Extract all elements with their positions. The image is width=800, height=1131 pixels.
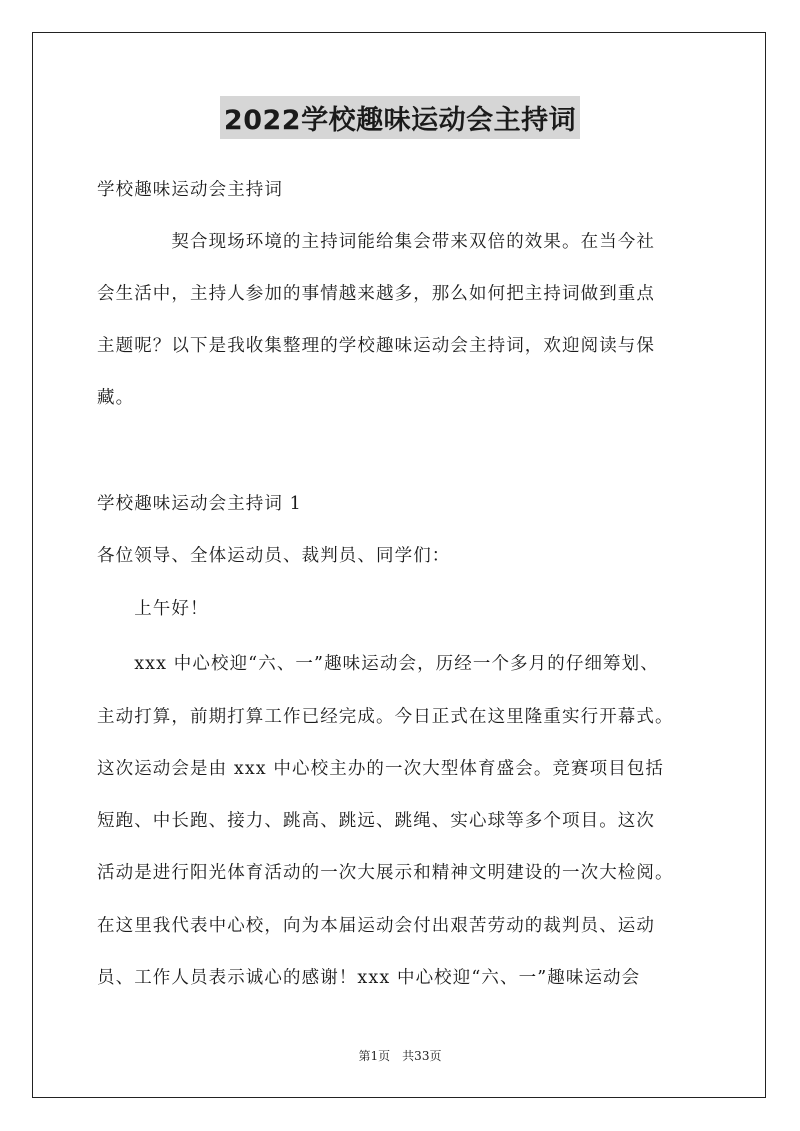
section-heading: 学校趣味运动会主持词 1 — [97, 494, 302, 514]
greeting-line: 上午好！ — [97, 599, 209, 619]
paragraph-line: 在这里我代表中心校，向为本届运动会付出艰苦劳动的裁判员、运动 — [97, 916, 655, 936]
document-title: 2022学校趣味运动会主持词 — [220, 96, 580, 139]
paragraph-line: 这次运动会是由 xxx 中心校主办的一次大型体育盛会。竞赛项目包括 — [97, 759, 665, 779]
paragraph-line: 契合现场环境的主持词能给集会带来双倍的效果。在当今社 — [97, 232, 655, 252]
paragraph-line: 短跑、中长跑、接力、跳高、跳远、跳绳、实心球等多个项目。这次 — [97, 811, 655, 831]
paragraph-line: 会生活中，主持人参加的事情越来越多，那么如何把主持词做到重点 — [97, 284, 655, 304]
salutation-line: 各位领导、全体运动员、裁判员、同学们： — [97, 546, 451, 566]
paragraph-line: 活动是进行阳光体育活动的一次大展示和精神文明建设的一次大检阅。 — [97, 863, 674, 883]
paragraph-line: xxx 中心校迎“六、一”趣味运动会，历经一个多月的仔细筹划、 — [97, 654, 659, 674]
page-footer: 第1页 共33页 — [358, 1049, 442, 1063]
paragraph-line: 员、工作人员表示诚心的感谢！xxx 中心校迎“六、一”趣味运动会 — [97, 968, 641, 988]
paragraph-line: 藏。 — [97, 388, 135, 408]
paragraph-line: 主动打算，前期打算工作已经完成。今日正式在这里隆重实行开幕式。 — [97, 707, 674, 727]
paragraph-line: 主题呢？以下是我收集整理的学校趣味运动会主持词，欢迎阅读与保 — [97, 336, 655, 356]
subtitle-line: 学校趣味运动会主持词 — [97, 180, 283, 200]
